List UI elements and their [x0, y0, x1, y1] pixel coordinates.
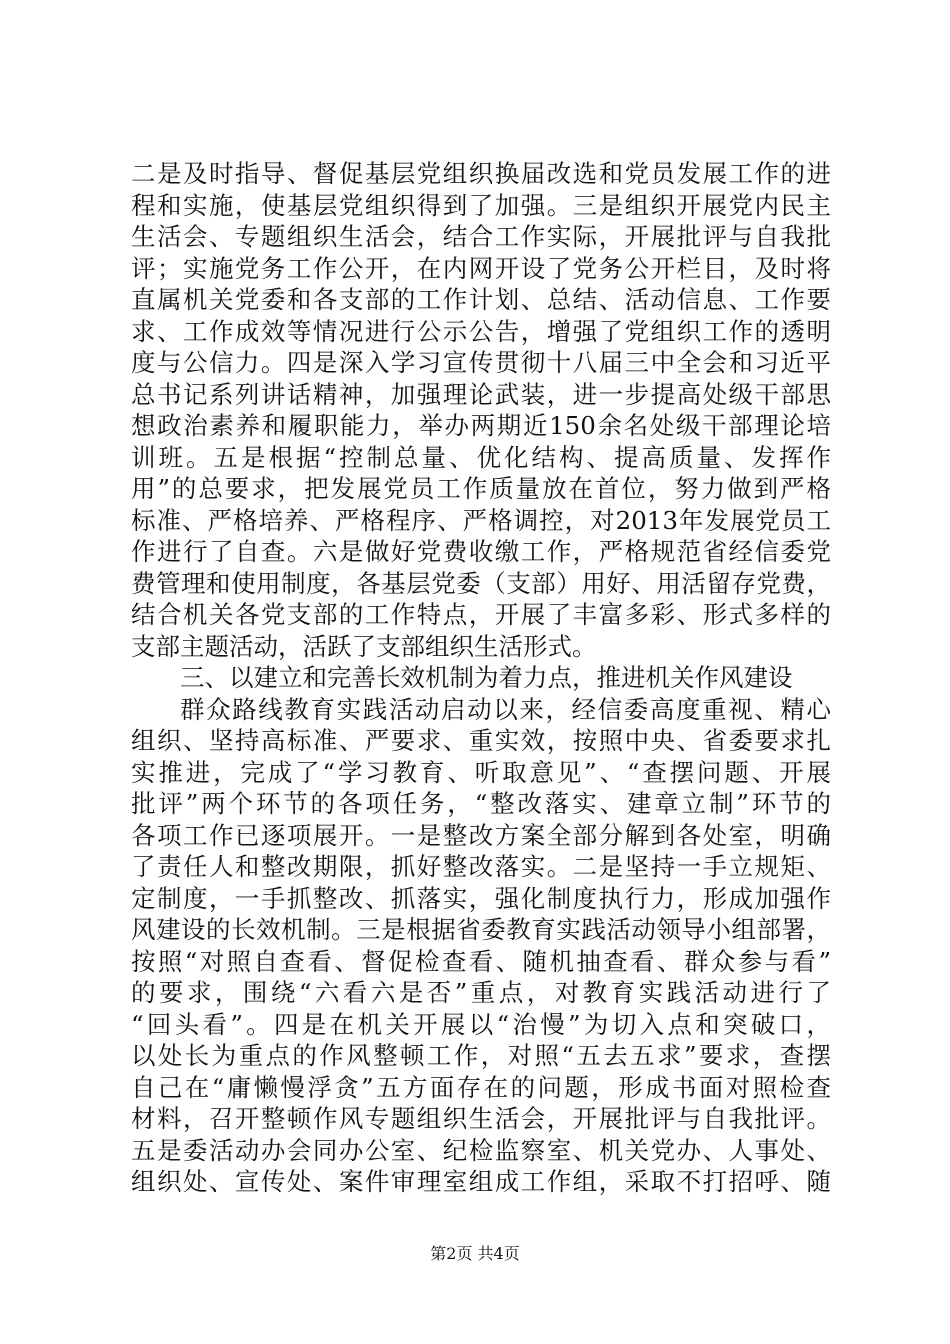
text-line: 群众路线教育实践活动启动以来，经信委高度重视、精心 [180, 694, 831, 724]
text-line: 组织处、宣传处、案件审理室组成工作组，采取不打招呼、随 [131, 1167, 831, 1196]
text-line: 训班。五是根据“控制总量、优化结构、提高质量、发挥作 [131, 442, 831, 472]
text-line: “回头看”。四是在机关开展以“治慢”为切入点和突破口， [131, 1009, 831, 1039]
text-line: 按照“对照自查看、督促检查看、随机抽查看、群众参与看” [131, 946, 831, 976]
text-line: 的要求，围绕“六看六是否”重点，对教育实践活动进行了 [131, 978, 831, 1007]
text-line: 定制度，一手抓整改、抓落实，强化制度执行力，形成加强作 [131, 883, 831, 913]
page-footer [0, 1243, 950, 1265]
text-line: 材料，召开整顿作风专题组织生活会，开展批评与自我批评。 [131, 1104, 831, 1133]
text-line: 想政治素养和履职能力，举办两期近150余名处级干部理论培 [131, 411, 831, 440]
text-line: 总书记系列讲话精神，加强理论武装，进一步提高处级干部思 [131, 379, 831, 409]
text-line: 直属机关党委和各支部的工作计划、总结、活动信息、工作要 [131, 285, 831, 314]
text-line: 结合机关各党支部的工作特点，开展了丰富多彩、形式多样的 [131, 600, 831, 629]
text-line: 支部主题活动，活跃了支部组织生活形式。 [131, 631, 597, 661]
text-line: 风建设的长效机制。三是根据省委教育实践活动领导小组部署， [131, 915, 831, 944]
text-line: 五是委活动办会同办公室、纪检监察室、机关党办、人事处、 [131, 1135, 831, 1165]
section-heading: 三、以建立和完善长效机制为着力点，推进机关作风建设 [180, 663, 793, 692]
text-line: 了责任人和整改期限，抓好整改落实。二是坚持一手立规矩、 [131, 852, 831, 881]
text-line: 度与公信力。四是深入学习宣传贯彻十八届三中全会和习近平 [131, 348, 831, 377]
text-line: 求、工作成效等情况进行公示公告，增强了党组织工作的透明 [131, 316, 831, 346]
text-line: 二是及时指导、督促基层党组织换届改选和党员发展工作的进 [131, 159, 831, 188]
text-line: 用”的总要求，把发展党员工作质量放在首位，努力做到严格 [131, 474, 831, 503]
text-line: 组织、坚持高标准、严要求、重实效，按照中央、省委要求扎 [131, 726, 831, 755]
text-line: 评；实施党务工作公开，在内网开设了党务公开栏目，及时将 [131, 253, 831, 283]
text-line: 批评”两个环节的各项任务，“整改落实、建章立制”环节的 [131, 789, 831, 818]
text-line: 标准、严格培养、严格程序、严格调控，对2013年发展党员工 [131, 505, 831, 535]
page-number-label: 第2页 共4页 [430, 1244, 520, 1263]
text-line: 费管理和使用制度，各基层党委（支部）用好、用活留存党费， [131, 568, 831, 598]
text-line: 程和实施，使基层党组织得到了加强。三是组织开展党内民主 [131, 190, 831, 220]
text-line: 生活会、专题组织生活会，结合工作实际，开展批评与自我批 [131, 222, 831, 251]
body-text [131, 158, 831, 1198]
text-line: 各项工作已逐项展开。一是整改方案全部分解到各处室，明确 [131, 820, 831, 850]
text-line: 作进行了自查。六是做好党费收缴工作，严格规范省经信委党 [131, 537, 831, 566]
text-line: 以处长为重点的作风整顿工作，对照“五去五求”要求，查摆 [131, 1041, 831, 1070]
text-line: 实推进，完成了“学习教育、听取意见”、“查摆问题、开展 [131, 757, 831, 787]
text-line: 自己在“庸懒慢浮贪”五方面存在的问题，形成书面对照检查 [131, 1072, 831, 1102]
